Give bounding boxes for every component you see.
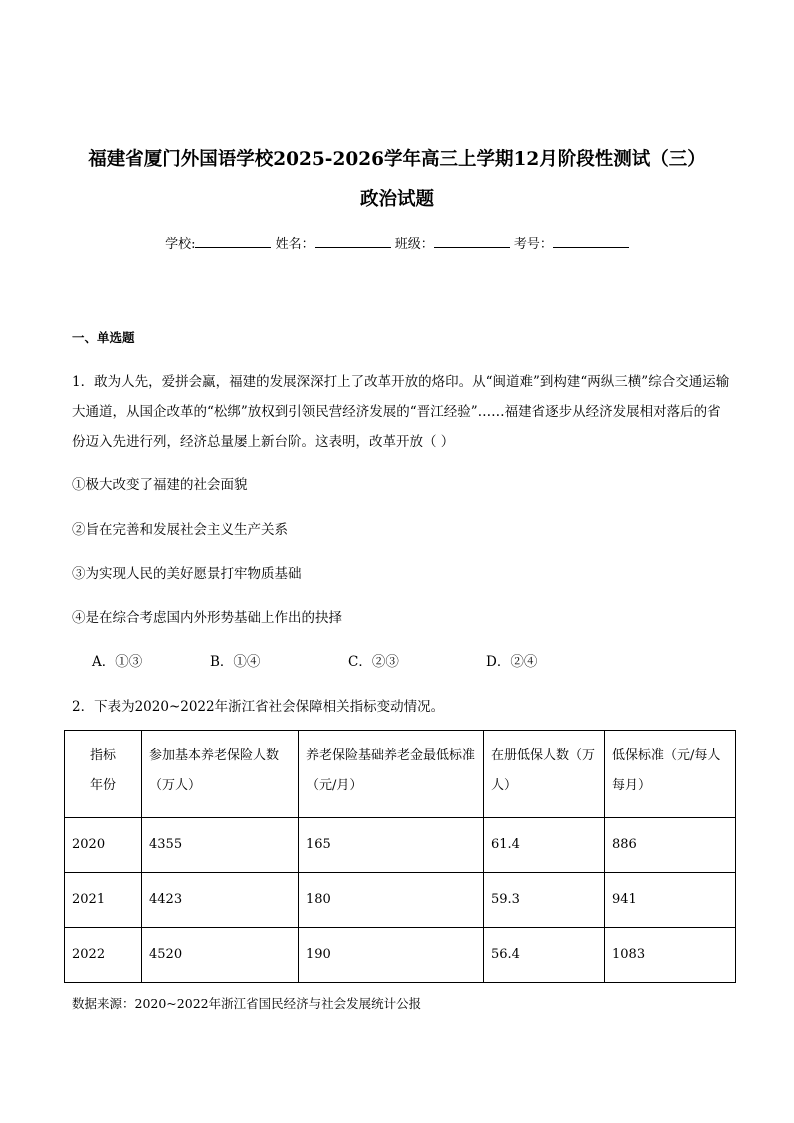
- header-cell: 参加基本养老保险人数（万人）: [142, 731, 299, 818]
- q1-choice-b: B．①④: [210, 654, 261, 670]
- table-cell: 180: [299, 873, 484, 928]
- table-cell: 4423: [142, 873, 299, 928]
- corner-bottom-label: 年份: [89, 778, 116, 793]
- table-cell: 886: [605, 818, 736, 873]
- table-cell: 941: [605, 873, 736, 928]
- q1-statement-1: ①极大改变了福建的社会面貌: [72, 477, 248, 493]
- table-corner-cell: [65, 731, 142, 818]
- corner-top-label: 指标: [89, 748, 116, 763]
- number-blank: [553, 235, 629, 248]
- q1-choice-d: D．②④: [486, 654, 538, 670]
- q1-choice-a: A．①③: [92, 654, 143, 670]
- number-label: 考号：: [513, 237, 553, 252]
- table-cell: 2022: [65, 928, 142, 983]
- table-cell: 2021: [65, 873, 142, 928]
- student-info-line: [0, 233, 794, 252]
- header-cell: 低保标准（元/每人每月）: [605, 731, 736, 818]
- table-row: [65, 873, 736, 928]
- document-subtitle: 政治试题: [359, 189, 434, 210]
- table-cell: 56.4: [484, 928, 605, 983]
- table-header-row: [65, 731, 736, 818]
- table-cell: 2020: [65, 818, 142, 873]
- name-label: 姓名：: [275, 237, 315, 252]
- q1-statement-3: ③为实现人民的美好愿景打牢物质基础: [72, 566, 302, 582]
- table-cell: 190: [299, 928, 484, 983]
- table-cell: 165: [299, 818, 484, 873]
- social-security-table: [64, 730, 736, 983]
- school-label: 学校:: [165, 237, 196, 252]
- header-cell: 养老保险基础养老金最低标准（元/月）: [299, 731, 484, 818]
- table-cell: 59.3: [484, 873, 605, 928]
- q1-choice-c: C．②③: [348, 654, 399, 670]
- name-blank: [315, 235, 391, 248]
- header-cell: 在册低保人数（万人）: [484, 731, 605, 818]
- table-source-note: 数据来源：2020~2022年浙江省国民经济与社会发展统计公报: [72, 996, 422, 1011]
- table-cell: 4520: [142, 928, 299, 983]
- question-1-stem: 1．敢为人先，爱拼会赢，福建的发展深深打上了改革开放的烙印。从“闽道难”到构建“两纵三横”综合交通运输大通道，从国企改革的“松绑”放权到引领民营经济发展的“晋江经验”……福建省逐步从经济发展相对落后的省份迈入先进行列，经济总量屡上新台阶。这表明，改革开放（ ）: [72, 374, 730, 450]
- document-title: 福建省厦门外国语学校2025-2026学年高三上学期12月阶段性测试（三）: [88, 149, 706, 170]
- q1-statement-2: ②旨在完善和发展社会主义生产关系: [72, 522, 288, 538]
- q1-statement-4: ④是在综合考虑国内外形势基础上作出的抉择: [72, 610, 342, 626]
- section-heading: 一、单选题: [72, 330, 135, 345]
- class-blank: [434, 235, 510, 248]
- table-cell: 4355: [142, 818, 299, 873]
- table-row: [65, 818, 736, 873]
- school-blank: [195, 235, 271, 248]
- table-cell: 1083: [605, 928, 736, 983]
- question-2-stem: 2．下表为2020~2022年浙江省社会保障相关指标变动情况。: [72, 699, 445, 715]
- table-row: [65, 928, 736, 983]
- table-cell: 61.4: [484, 818, 605, 873]
- class-label: 班级：: [394, 237, 434, 252]
